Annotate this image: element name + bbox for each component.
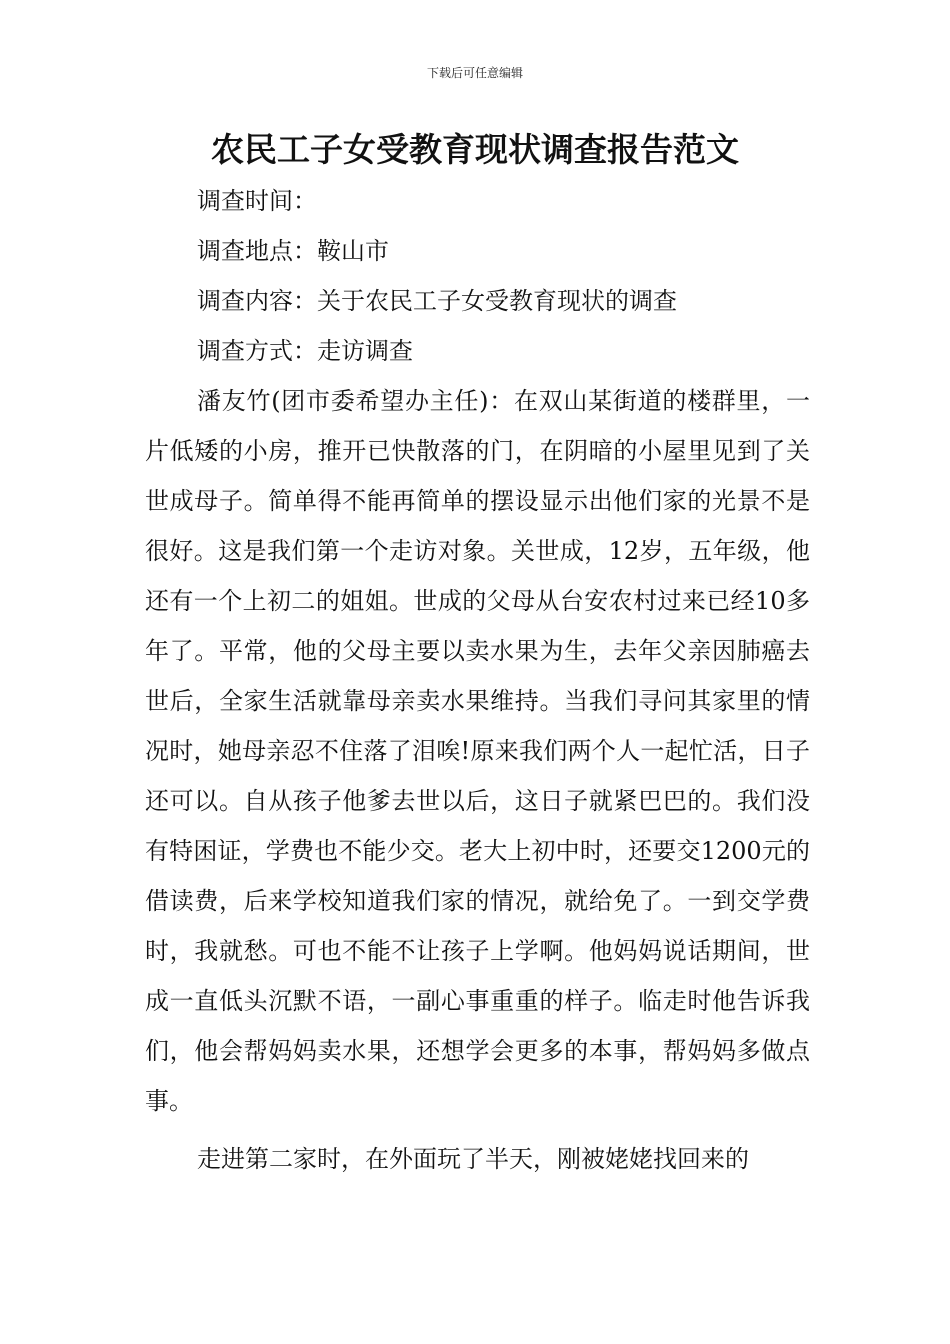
survey-method: 调查方式：走访调查 [197,337,413,365]
survey-location: 调查地点：鞍山市 [197,237,389,265]
header-note: 下载后可任意编辑 [426,66,523,80]
survey-content: 调查内容：关于农民工子女受教育现状的调查 [197,287,677,315]
document-body [145,176,810,1184]
paragraph-1: 潘友竹(团市委希望办主任)：在双山某街道的楼群里，一片低矮的小房，推开已快散落的门，在阴暗的小屋里见到了关世成母子。简单得不能再简单的摆设显示出他们家的光景不是很好。这是我们第一个走访对象。关世成，12岁，五年级，他还有一个上初二的姐姐。世成的父母从台安农村过来已经10多年了。平常，他的父母主要以卖水果为生，去年父亲因肺癌去世后，全家生活就靠母亲卖水果维持。当我们寻问其家里的情况时，她母亲忍不住落了泪唉!原来我们两个人一起忙活，日子还可以。自从孩子他爹去世以后，这日子就紧巴巴的。我们没有特困证，学费也不能少交。老大上初中时，还要交1200元的借读费，后来学校知道我们家的情况，就给免了。一到交学费时，我就愁。可也不能不让孩子上学啊。他妈妈说话期间，世成一直低头沉默不语，一副心事重重的样子。临走时他告诉我们，他会帮妈妈卖水果，还想学会更多的本事，帮妈妈多做点事。 [145,387,810,1115]
paragraph-2: 走进第二家时，在外面玩了半天，刚被姥姥找回来的 [197,1145,749,1173]
document-title: 农民工子女受教育现状调查报告范文 [211,130,739,169]
survey-time: 调查时间： [197,187,317,215]
